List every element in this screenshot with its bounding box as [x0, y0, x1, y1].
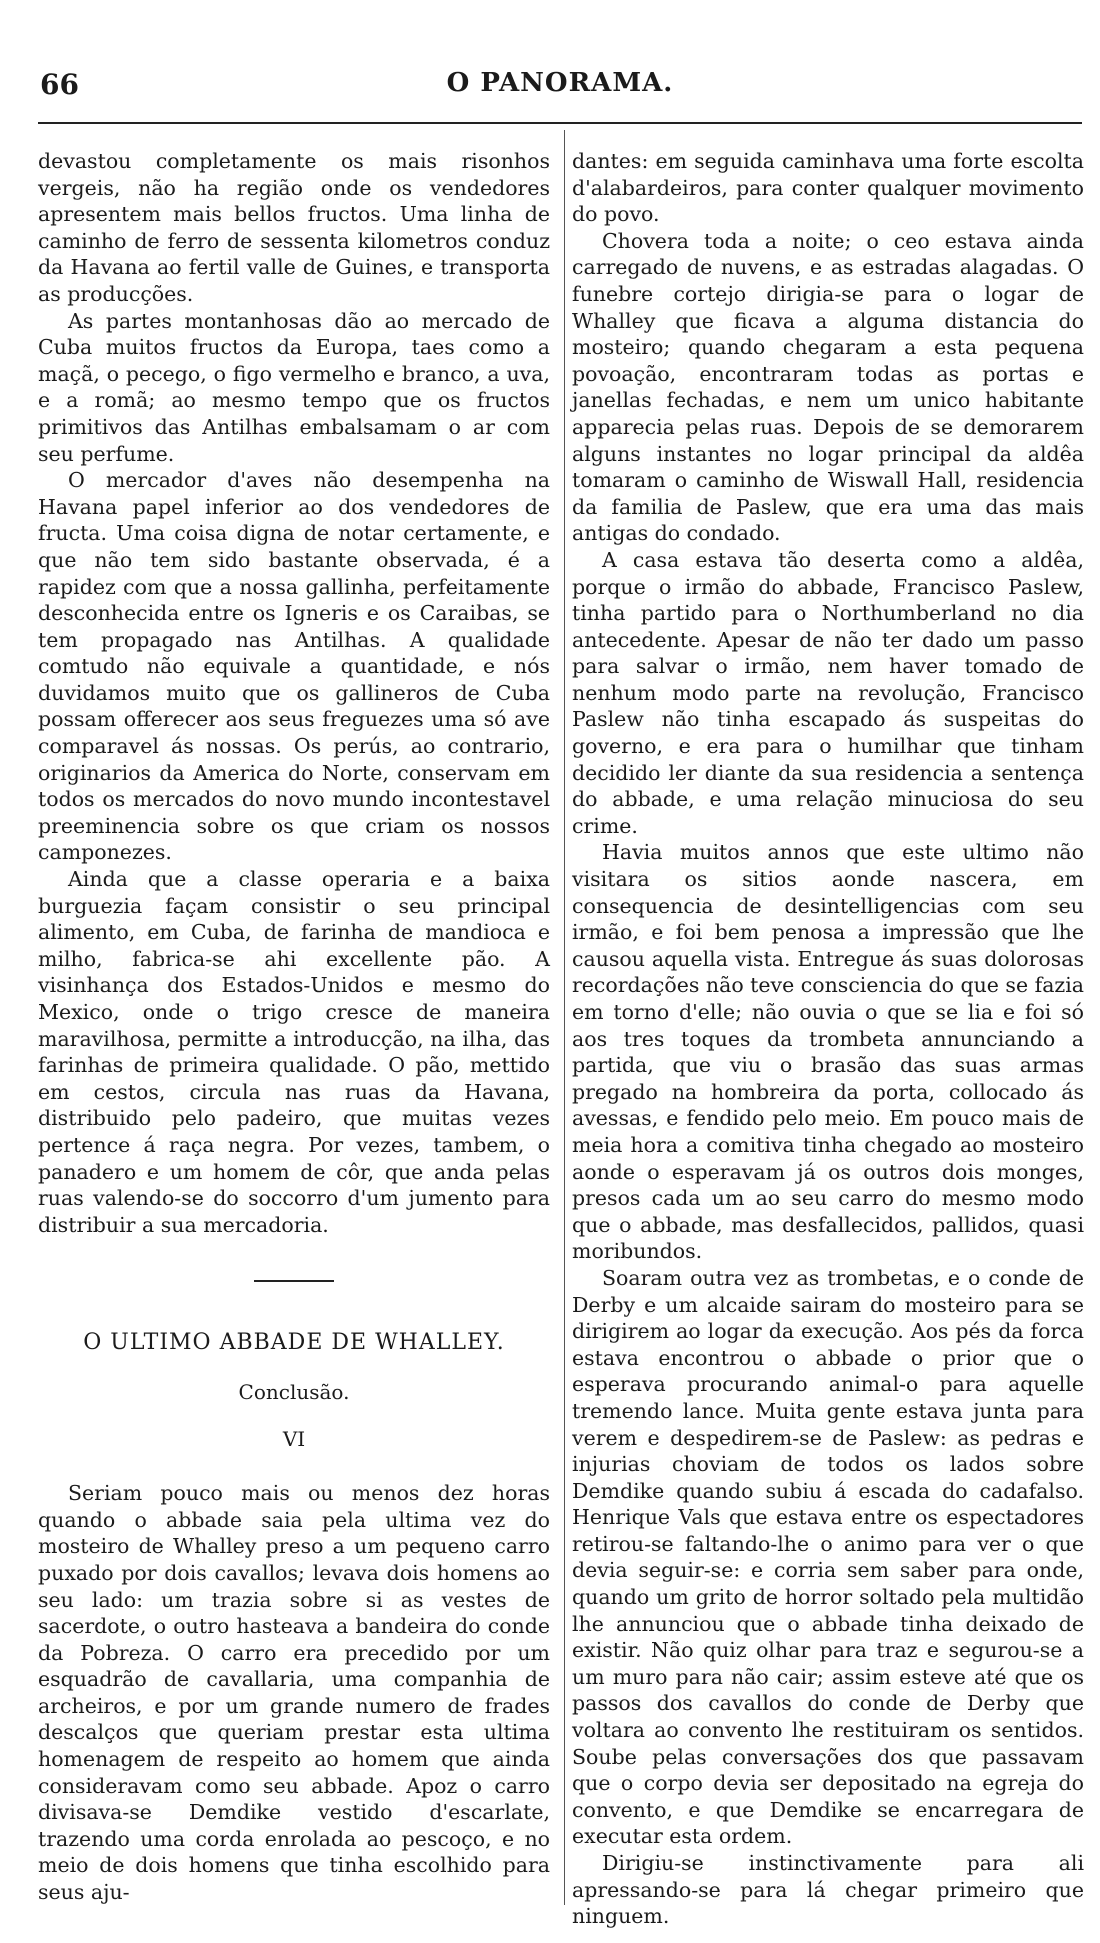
- right-column: [572, 148, 1084, 1930]
- page-header: [40, 68, 1080, 108]
- article-title: O ULTIMO ABBADE DE WHALLEY.: [83, 1330, 505, 1356]
- paragraph: Seriam pouco mais ou menos dez horas quando o abbade saia pela ultima vez do mosteiro de Whalley preso a um pequeno carro puxado por dois cavallos; levava dois homens ao seu lado: um trazia sobre si as vestes de sacerdote, o outro hasteava a bandeira do conde da Pobreza. O carro era precedido por um esquadrão de cavallaria, uma companhia de archeiros, e por um grande numero de frades descalços que queriam prestar esta ultima homenagem de respeito ao homem que ainda consideravam como seu abbade. Apoz o carro divisava-se Demdike vestido d'escarlate, trazendo uma corda enrolada ao pescoço, e no meio de dois homens que tinha escolhido para seus aju-: [38, 1481, 550, 1905]
- paragraph: dantes: em seguida caminhava uma forte escolta d'alabardeiros, para conter qualquer movimento do povo.: [572, 149, 1084, 227]
- column-divider: [564, 130, 565, 1905]
- paragraph: Havia muitos annos que este ultimo não visitara os sitios aonde nascera, em consequencia de desintelligencias com seu irmão, e foi bem penosa a impressão que lhe causou aquella vista. Entregue ás suas dolorosas recordações não teve consciencia do que se fazia em torno d'elle; não ouvia o que se lia e foi só aos tres toques da trombeta annunciando a partida, que viu o brasão das suas armas pregado na hombreira da porta, collocado ás avessas, e fendido pelo meio. Em pouco mais de meia hora a comitiva tinha chegado ao mosteiro aonde o esperavam já os outros dois monges, presos cada um ao seu carro do mesmo modo que o abbade, mas desfallecidos, pallidos, quasi moribundos.: [572, 840, 1084, 1264]
- page-number: 66: [40, 68, 79, 101]
- header-rule: [38, 122, 1082, 124]
- section-number: VI: [282, 1426, 306, 1451]
- paragraph: devastou completamente os mais risonhos vergeis, não ha região onde os vendedores apresentem mais bellos fructos. Uma linha de caminho de ferro de sessenta kilometros conduz da Havana ao fertil valle de Guines, e transporta as producções.: [38, 149, 550, 306]
- journal-title: O PANORAMA.: [446, 68, 674, 98]
- paragraph: Dirigiu-se instinctivamente para ali apressando-se para lá chegar primeiro que ninguem.: [572, 1851, 1084, 1929]
- paragraph: As partes montanhosas dão ao mercado de Cuba muitos fructos da Europa, taes como a maçã, o pecego, o figo vermelho e branco, a uva, e a romã; ao mesmo tempo que os fructos primitivos das Antilhas embalsamam o ar com seu perfume.: [38, 308, 550, 466]
- section-separator: [254, 1280, 334, 1282]
- paragraph: O mercador d'aves não desempenha na Havana papel inferior ao dos vendedores de fructa. Uma coisa digna de notar certamente, e que não tem sido bastante observada, é a rapidez com que a nossa gallinha, perfeitamente desconhecida entre os Igneris e os Caraibas, se tem propagado nas Antilhas. A qualidade comtudo não equivale a quantidade, e nós duvidamos muito que os gallineros de Cuba possam offerecer aos seus freguezes uma só ave comparavel ás nossas. Os perús, ao contrario, originarios da America do Norte, conservam em todos os mercados do novo mundo incontestavel preeminencia sobre os que criam os nossos camponezes.: [38, 468, 550, 865]
- paragraph: Soaram outra vez as trombetas, e o conde de Derby e um alcaide sairam do mosteiro para se dirigirem ao logar da execução. Aos pés da forca estava encontrou o abbade o prior que o esperava procurando animal-o para aquelle tremendo lance. Muita gente estava junta para verem e despedirem-se de Paslew: as pedras e injurias choviam de todos os lados sobre Demdike quando subiu á escada do cadafalso. Henrique Vals que estava entre os espectadores retirou-se faltando-lhe o animo para ver o que devia seguir-se: e corria sem saber para onde, quando um grito de horror soltado pela multidão lhe annunciou que o abbade tinha deixado de existir. Não quiz olhar para traz e segurou-se a um muro para não cair; assim esteve até que os passos dos cavallos do conde de Derby que voltara ao convento lhe restituiram os sentidos. Soube pelas conversações dos que passavam que o corpo devia ser depositado na egreja do convento, e que Demdike se encarregara de executar esta ordem.: [572, 1265, 1084, 1849]
- article-subtitle: Conclusão.: [238, 1379, 350, 1404]
- paragraph: Chovera toda a noite; o ceo estava ainda carregado de nuvens, e as estradas alagadas. O funebre cortejo dirigia-se para o logar de Whalley que ficava a alguma distancia do mosteiro; quando chegaram a esta pequena povoação, encontraram todas as portas e janellas fechadas, e nem um unico habitante apparecia pelas ruas. Depois de se demorarem alguns instantes no logar principal da aldêa tomaram o caminho de Wiswall Hall, residencia da familia de Paslew, que era uma das mais antigas do condado.: [572, 228, 1084, 546]
- paragraph: A casa estava tão deserta como a aldêa, porque o irmão do abbade, Francisco Paslew, tinha partido para o Northumberland no dia antecedente. Apesar de não ter dado um passo para salvar o irmão, nem haver tomado de nenhum modo parte na revolução, Francisco Paslew não tinha escapado ás suspeitas do governo, e era para o humilhar que tinham decidido ler diante da sua residencia a sentença do abbade, e uma relação minuciosa do seu crime.: [572, 547, 1084, 838]
- paragraph: Ainda que a classe operaria e a baixa burguezia façam consistir o seu principal alimento, em Cuba, de farinha de mandioca e milho, fabrica-se ahi excellente pão. A visinhança dos Estados-Unidos e mesmo do Mexico, onde o trigo cresce de maneira maravilhosa, permitte a introducção, na ilha, das farinhas de primeira qualidade. O pão, mettido em cestos, circula nas ruas da Havana, distribuido pelo padeiro, que muitas vezes pertence á raça negra. Por vezes, tambem, o panadero e um homem de côr, que anda pelas ruas valendo-se do soccorro d'um jumento para distribuir a sua mercadoria.: [38, 867, 550, 1237]
- left-column: [38, 148, 550, 1906]
